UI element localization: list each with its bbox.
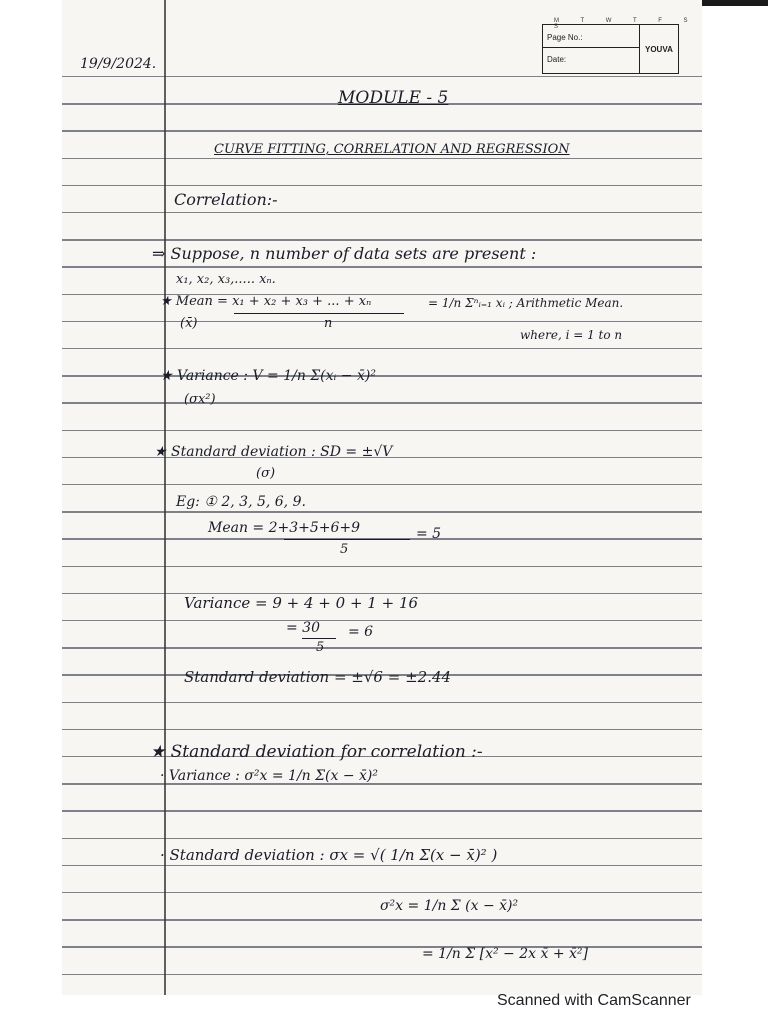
correlation-heading: Correlation:- xyxy=(174,190,278,209)
mean-where: where, i = 1 to n xyxy=(520,328,623,342)
ruled-line xyxy=(62,402,702,403)
subtitle: CURVE FITTING, CORRELATION AND REGRESSION xyxy=(214,142,570,157)
brand-logo: YOUVA xyxy=(645,45,673,54)
sd-symbol: (σ) xyxy=(256,466,276,481)
ruled-line xyxy=(62,212,702,213)
variance-symbol: (σx²) xyxy=(184,392,216,407)
ruled-line xyxy=(62,892,702,893)
page-no-label: Page No.: xyxy=(547,33,583,42)
ruled-line xyxy=(62,974,702,975)
ruled-line xyxy=(62,783,702,784)
ruled-line xyxy=(62,566,702,567)
example-variance-num: = 30 xyxy=(286,620,320,636)
data-points: x₁, x₂, x₃,..... xₙ. xyxy=(176,272,276,287)
ruled-line xyxy=(62,620,702,621)
example-mean-den: 5 xyxy=(340,542,349,557)
notebook-page xyxy=(62,0,702,995)
date-text: 19/9/2024. xyxy=(80,56,157,72)
ruled-line xyxy=(62,76,702,77)
example-line: Eg: ① 2, 3, 5, 6, 9. xyxy=(176,494,306,510)
page-header-box xyxy=(542,24,679,74)
ruled-line xyxy=(62,946,702,947)
ruled-line xyxy=(62,810,702,811)
ruled-line xyxy=(62,130,702,131)
mean-rhs: = 1/n Σⁿᵢ₌₁ xᵢ ; Arithmetic Mean. xyxy=(428,296,624,310)
ruled-line xyxy=(62,729,702,730)
ruled-line xyxy=(62,266,702,267)
expansion-line: = 1/n Σ [x² − 2x x̄ + x̄²] xyxy=(422,946,588,962)
ruled-line xyxy=(62,239,702,240)
sd-correlation-heading: ★ Standard deviation for correlation :- xyxy=(150,742,483,762)
ruled-line xyxy=(62,430,702,431)
sigma-squared-x: σ²x = 1/n Σ (x − x̄)² xyxy=(380,898,519,914)
left-background xyxy=(0,0,62,1024)
ruled-line xyxy=(62,294,702,295)
ruled-line xyxy=(62,702,702,703)
example-sd: Standard deviation = ±√6 = ±2.44 xyxy=(184,668,452,686)
mean-denominator: n xyxy=(324,316,333,331)
ruled-line xyxy=(62,321,702,322)
ruled-line xyxy=(62,838,702,839)
example-variance: Variance = 9 + 4 + 0 + 1 + 16 xyxy=(184,594,419,612)
mean-symbol: (x̄) xyxy=(180,316,198,331)
date-label: Date: xyxy=(547,55,567,64)
example-variance-den: 5 xyxy=(316,640,325,655)
ruled-line xyxy=(62,647,702,648)
ruled-line xyxy=(62,865,702,866)
suppose-line: ⇒ Suppose, n number of data sets are present : xyxy=(152,244,537,263)
scanner-watermark: Scanned with CamScanner xyxy=(497,992,691,1009)
ruled-line xyxy=(62,348,702,349)
variance-correlation: · Variance : σ²x = 1/n Σ(x − x̄)² xyxy=(160,768,378,784)
ruled-line xyxy=(62,158,702,159)
example-variance-result: = 6 xyxy=(348,624,374,640)
example-mean: Mean = 2+3+5+6+9 xyxy=(208,520,361,536)
module-title: MODULE - 5 xyxy=(338,88,449,108)
weekday-strip: M T W T F S S xyxy=(554,18,698,30)
ruled-line xyxy=(62,511,702,512)
sd-formula: ★ Standard deviation : SD = ±√V xyxy=(154,444,393,460)
sd-correlation: · Standard deviation : σx = √( 1/n Σ(x − x̄)² ) xyxy=(160,846,498,864)
ruled-line xyxy=(62,484,702,485)
mean-formula: ★ Mean = x₁ + x₂ + x₃ + ... + xₙ xyxy=(160,294,372,309)
variance-formula: ★ Variance : V = 1/n Σ(xᵢ − x̄)² xyxy=(160,368,376,384)
ruled-line xyxy=(62,375,702,376)
example-mean-result: = 5 xyxy=(416,526,442,542)
ruled-line xyxy=(62,919,702,920)
ruled-line xyxy=(62,185,702,186)
